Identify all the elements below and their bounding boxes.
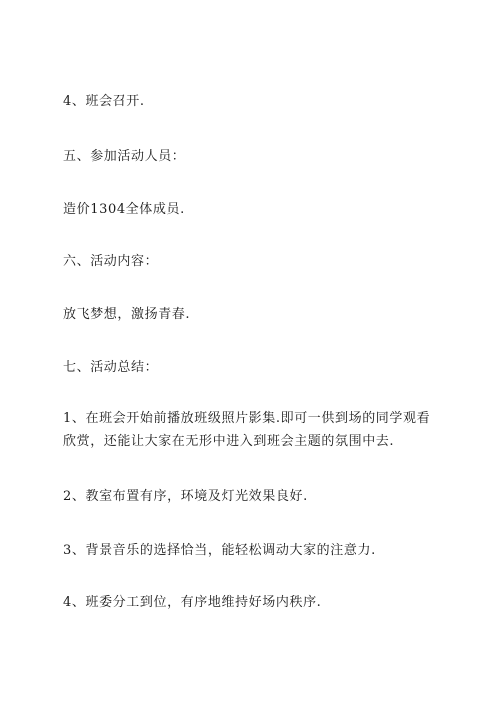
summary-item-2: 2、教室布置有序，环境及灯光效果良好. — [63, 489, 308, 504]
participants-text: 造价1304全体成员. — [63, 202, 185, 217]
item-meeting-held: 4、班会召开. — [63, 94, 145, 109]
summary-item-4: 4、班委分工到位，有序地维持好场内秩序. — [63, 595, 322, 610]
summary-item-3: 3、背景音乐的选择恰当，能轻松调动大家的注意力. — [63, 543, 376, 558]
heading-activity-content: 六、活动内容： — [63, 254, 159, 269]
activity-content-text: 放飞梦想，激扬青春. — [63, 307, 191, 322]
heading-participants: 五、参加活动人员： — [63, 149, 186, 164]
summary-item-1: 1、在班会开始前播放班级照片影集.即可一供到场的同学观看欣赏，还能让大家在无形中进入到班会主题的氛围中去. — [63, 411, 431, 449]
heading-activity-summary: 七、活动总结： — [63, 360, 159, 375]
